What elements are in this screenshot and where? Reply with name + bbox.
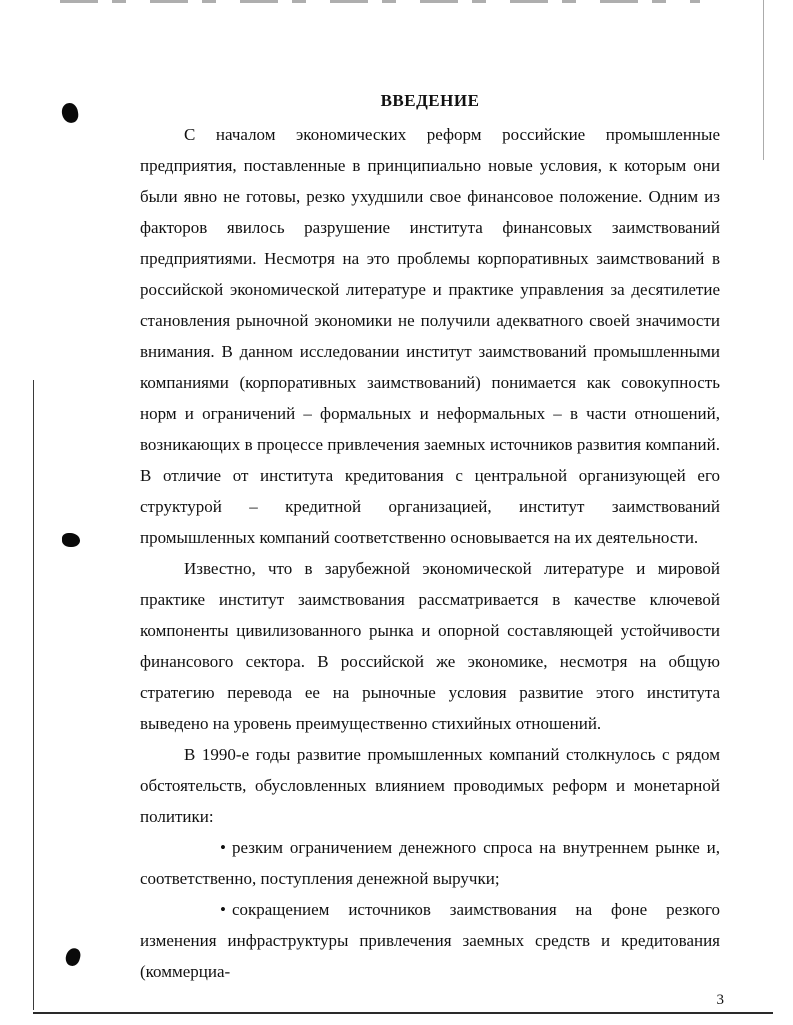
binding-hole-mark [60,102,79,124]
scan-edge-right [763,0,764,160]
binding-hole-mark [64,946,82,967]
list-item-text: сокращением источников заимствования на фоне резкого изменения инфраструктуры привлечения заемных средств и кредитования (коммерциа- [140,900,720,981]
page-number: 3 [716,992,724,1008]
bullet-icon: • [220,900,226,919]
binding-hole-mark [62,533,80,547]
list-item [140,894,720,987]
list-item [140,832,720,894]
paragraph: С началом экономических реформ российские промышленные предприятия, поставленные в принципиально новые условия, к которым они были явно не готовы, резко ухудшили свое финансовое положение. Одним из факторов явилось разрушение института финансовых заимствований предприятиями. Несмотря на это проблемы корпоративных заимствований в российской экономической литературе и практике управления за десятилетие становления рыночной экономики не получили адекватного своей значимости внимания. В данном исследовании институт заимствований промышленными компаниями (корпоративных заимствований) понимается как совокупность норм и ограничений – формальных и неформальных – в части отношений, возникающих в процессе привлечения заемных источников развития компаний. В отличие от института кредитования с центральной организующей его структурой – кредитной организацией, институт заимствований промышленных компаний соответственно основывается на их деятельности. [140,125,720,547]
scan-edge-bottom [33,1012,773,1014]
bullet-icon: • [220,838,226,857]
paragraph: В 1990-е годы развитие промышленных компаний столкнулось с рядом обстоятельств, обусловленных влиянием проводимых реформ и монетарной политики: [140,745,720,826]
body-text [140,119,720,987]
scan-edge-left [33,380,34,1010]
section-heading: ВВЕДЕНИЕ [380,91,480,110]
list-item-text: резким ограничением денежного спроса на внутреннем рынке и, соответственно, поступления денежной выручки; [140,838,720,888]
paragraph: Известно, что в зарубежной экономической литературе и мировой практике институт заимствования рассматривается в качестве ключевой компоненты цивилизованного рынка и опорной составляющей устойчивости финансового сектора. В российской же экономике, несмотря на общую стратегию перевода ее на рыночные условия развитие этого института выведено на уровень преимущественно стихийных отношений. [140,559,720,733]
scan-artifact-top [60,0,700,3]
